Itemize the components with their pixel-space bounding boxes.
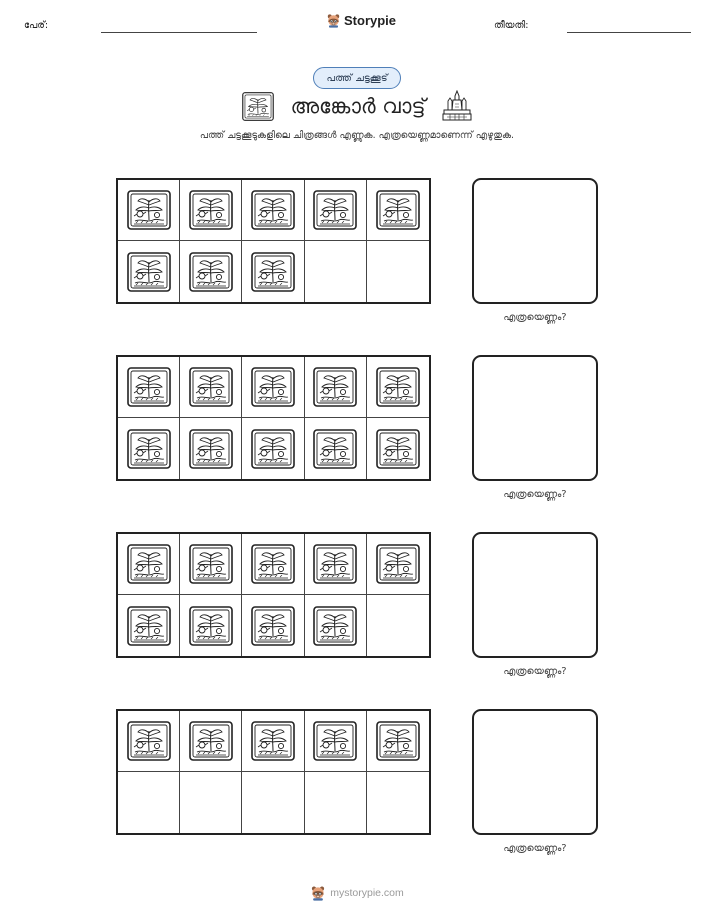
carved-relief-icon <box>189 252 233 292</box>
ten-frame-cell <box>180 534 242 595</box>
answer-box[interactable] <box>472 709 598 835</box>
topic-pill: പത്ത് ചട്ടക്കൂട് <box>313 67 401 89</box>
carved-relief-icon <box>376 544 420 584</box>
ten-frame-cell <box>180 241 242 302</box>
carved-relief-icon <box>189 190 233 230</box>
name-write-line[interactable] <box>101 32 257 33</box>
ten-frame-cell <box>242 534 304 595</box>
ten-frame-cell <box>305 180 367 241</box>
carved-relief-icon <box>189 544 233 584</box>
carved-relief-icon <box>189 721 233 761</box>
mascot-icon <box>310 885 326 901</box>
ten-frame-cell <box>367 357 429 418</box>
carved-relief-icon <box>376 429 420 469</box>
ten-frame-cell <box>118 357 180 418</box>
ten-frame-cell <box>242 418 304 479</box>
ten-frame-cell <box>367 534 429 595</box>
carved-relief-icon <box>313 544 357 584</box>
carved-relief-icon <box>127 606 171 646</box>
carved-relief-icon <box>251 367 295 407</box>
how-many-label: എത്രയെണ്ണം? <box>503 666 567 677</box>
carved-relief-icon <box>313 190 357 230</box>
ten-frame-cell <box>367 711 429 772</box>
ten-frame-cell <box>118 241 180 302</box>
instructions: പത്ത് ചട്ടക്കൂടുകളിലെ ചിത്രങ്ങൾ എണ്ണുക. എത്രയെണ്ണമാണെന്ന് എഴുതുക. <box>199 130 515 141</box>
answer-box[interactable] <box>472 532 598 658</box>
ten-frame-cell <box>180 357 242 418</box>
how-many-label: എത്രയെണ്ണം? <box>503 843 567 854</box>
carved-relief-icon <box>313 429 357 469</box>
ten-frame-cell <box>118 595 180 656</box>
carved-relief-icon <box>242 92 274 121</box>
carved-relief-icon <box>127 429 171 469</box>
carved-relief-icon <box>189 367 233 407</box>
carved-relief-icon <box>251 190 295 230</box>
ten-frame-cell <box>242 357 304 418</box>
carved-relief-icon <box>251 544 295 584</box>
ten-frame-cell <box>367 241 429 302</box>
ten-frame-cell <box>305 418 367 479</box>
how-many-label: എത്രയെണ്ണം? <box>503 489 567 500</box>
ten-frame-cell <box>367 595 429 656</box>
ten-frame-cell <box>180 772 242 833</box>
footer-site: mystorypie.com <box>330 887 404 899</box>
ten-frame-cell <box>242 241 304 302</box>
carved-relief-icon <box>251 606 295 646</box>
answer-box[interactable] <box>472 355 598 481</box>
carved-relief-icon <box>251 429 295 469</box>
carved-relief-icon <box>251 252 295 292</box>
page-title <box>0 90 714 122</box>
ten-frame-cell <box>367 418 429 479</box>
ten-frame <box>116 532 431 658</box>
carved-relief-icon <box>127 190 171 230</box>
ten-frame-cell <box>180 418 242 479</box>
ten-frame-cell <box>180 595 242 656</box>
ten-frame-cell <box>305 711 367 772</box>
ten-frame-cell <box>118 534 180 595</box>
carved-relief-icon <box>313 367 357 407</box>
ten-frame-cell <box>180 711 242 772</box>
how-many-label: എത്രയെണ്ണം? <box>503 312 567 323</box>
ten-frame-cell <box>305 241 367 302</box>
carved-relief-icon <box>127 252 171 292</box>
brand-name: Storypie <box>344 13 397 28</box>
ten-frame-cell <box>180 180 242 241</box>
ten-frame-cell <box>367 772 429 833</box>
brand-logo <box>326 13 396 28</box>
ten-frame-cell <box>367 180 429 241</box>
carved-relief-icon <box>189 606 233 646</box>
ten-frame-cell <box>118 418 180 479</box>
ten-frame-cell <box>242 772 304 833</box>
ten-frame-cell <box>118 711 180 772</box>
carved-relief-icon <box>251 721 295 761</box>
mascot-icon <box>326 13 341 28</box>
title-text: അങ്കോർ വാട്ട് <box>290 93 426 118</box>
ten-frame-cell <box>118 180 180 241</box>
ten-frame <box>116 709 431 835</box>
ten-frame-cell <box>242 711 304 772</box>
ten-frame-cell <box>118 772 180 833</box>
carved-relief-icon <box>127 544 171 584</box>
ten-frame-cell <box>242 595 304 656</box>
date-label: തീയതി: <box>494 20 529 31</box>
carved-relief-icon <box>313 606 357 646</box>
carved-relief-icon <box>313 721 357 761</box>
name-label: പേര്: <box>24 20 49 31</box>
carved-relief-icon <box>189 429 233 469</box>
ten-frame <box>116 178 431 304</box>
ten-frame-cell <box>242 180 304 241</box>
temple-icon <box>442 90 472 122</box>
ten-frame-cell <box>305 534 367 595</box>
carved-relief-icon <box>376 721 420 761</box>
ten-frame-cell <box>305 772 367 833</box>
carved-relief-icon <box>376 190 420 230</box>
ten-frame-cell <box>305 357 367 418</box>
answer-box[interactable] <box>472 178 598 304</box>
carved-relief-icon <box>376 367 420 407</box>
ten-frame <box>116 355 431 481</box>
date-write-line[interactable] <box>567 32 691 33</box>
ten-frame-cell <box>305 595 367 656</box>
carved-relief-icon <box>127 367 171 407</box>
footer <box>0 885 714 901</box>
carved-relief-icon <box>127 721 171 761</box>
